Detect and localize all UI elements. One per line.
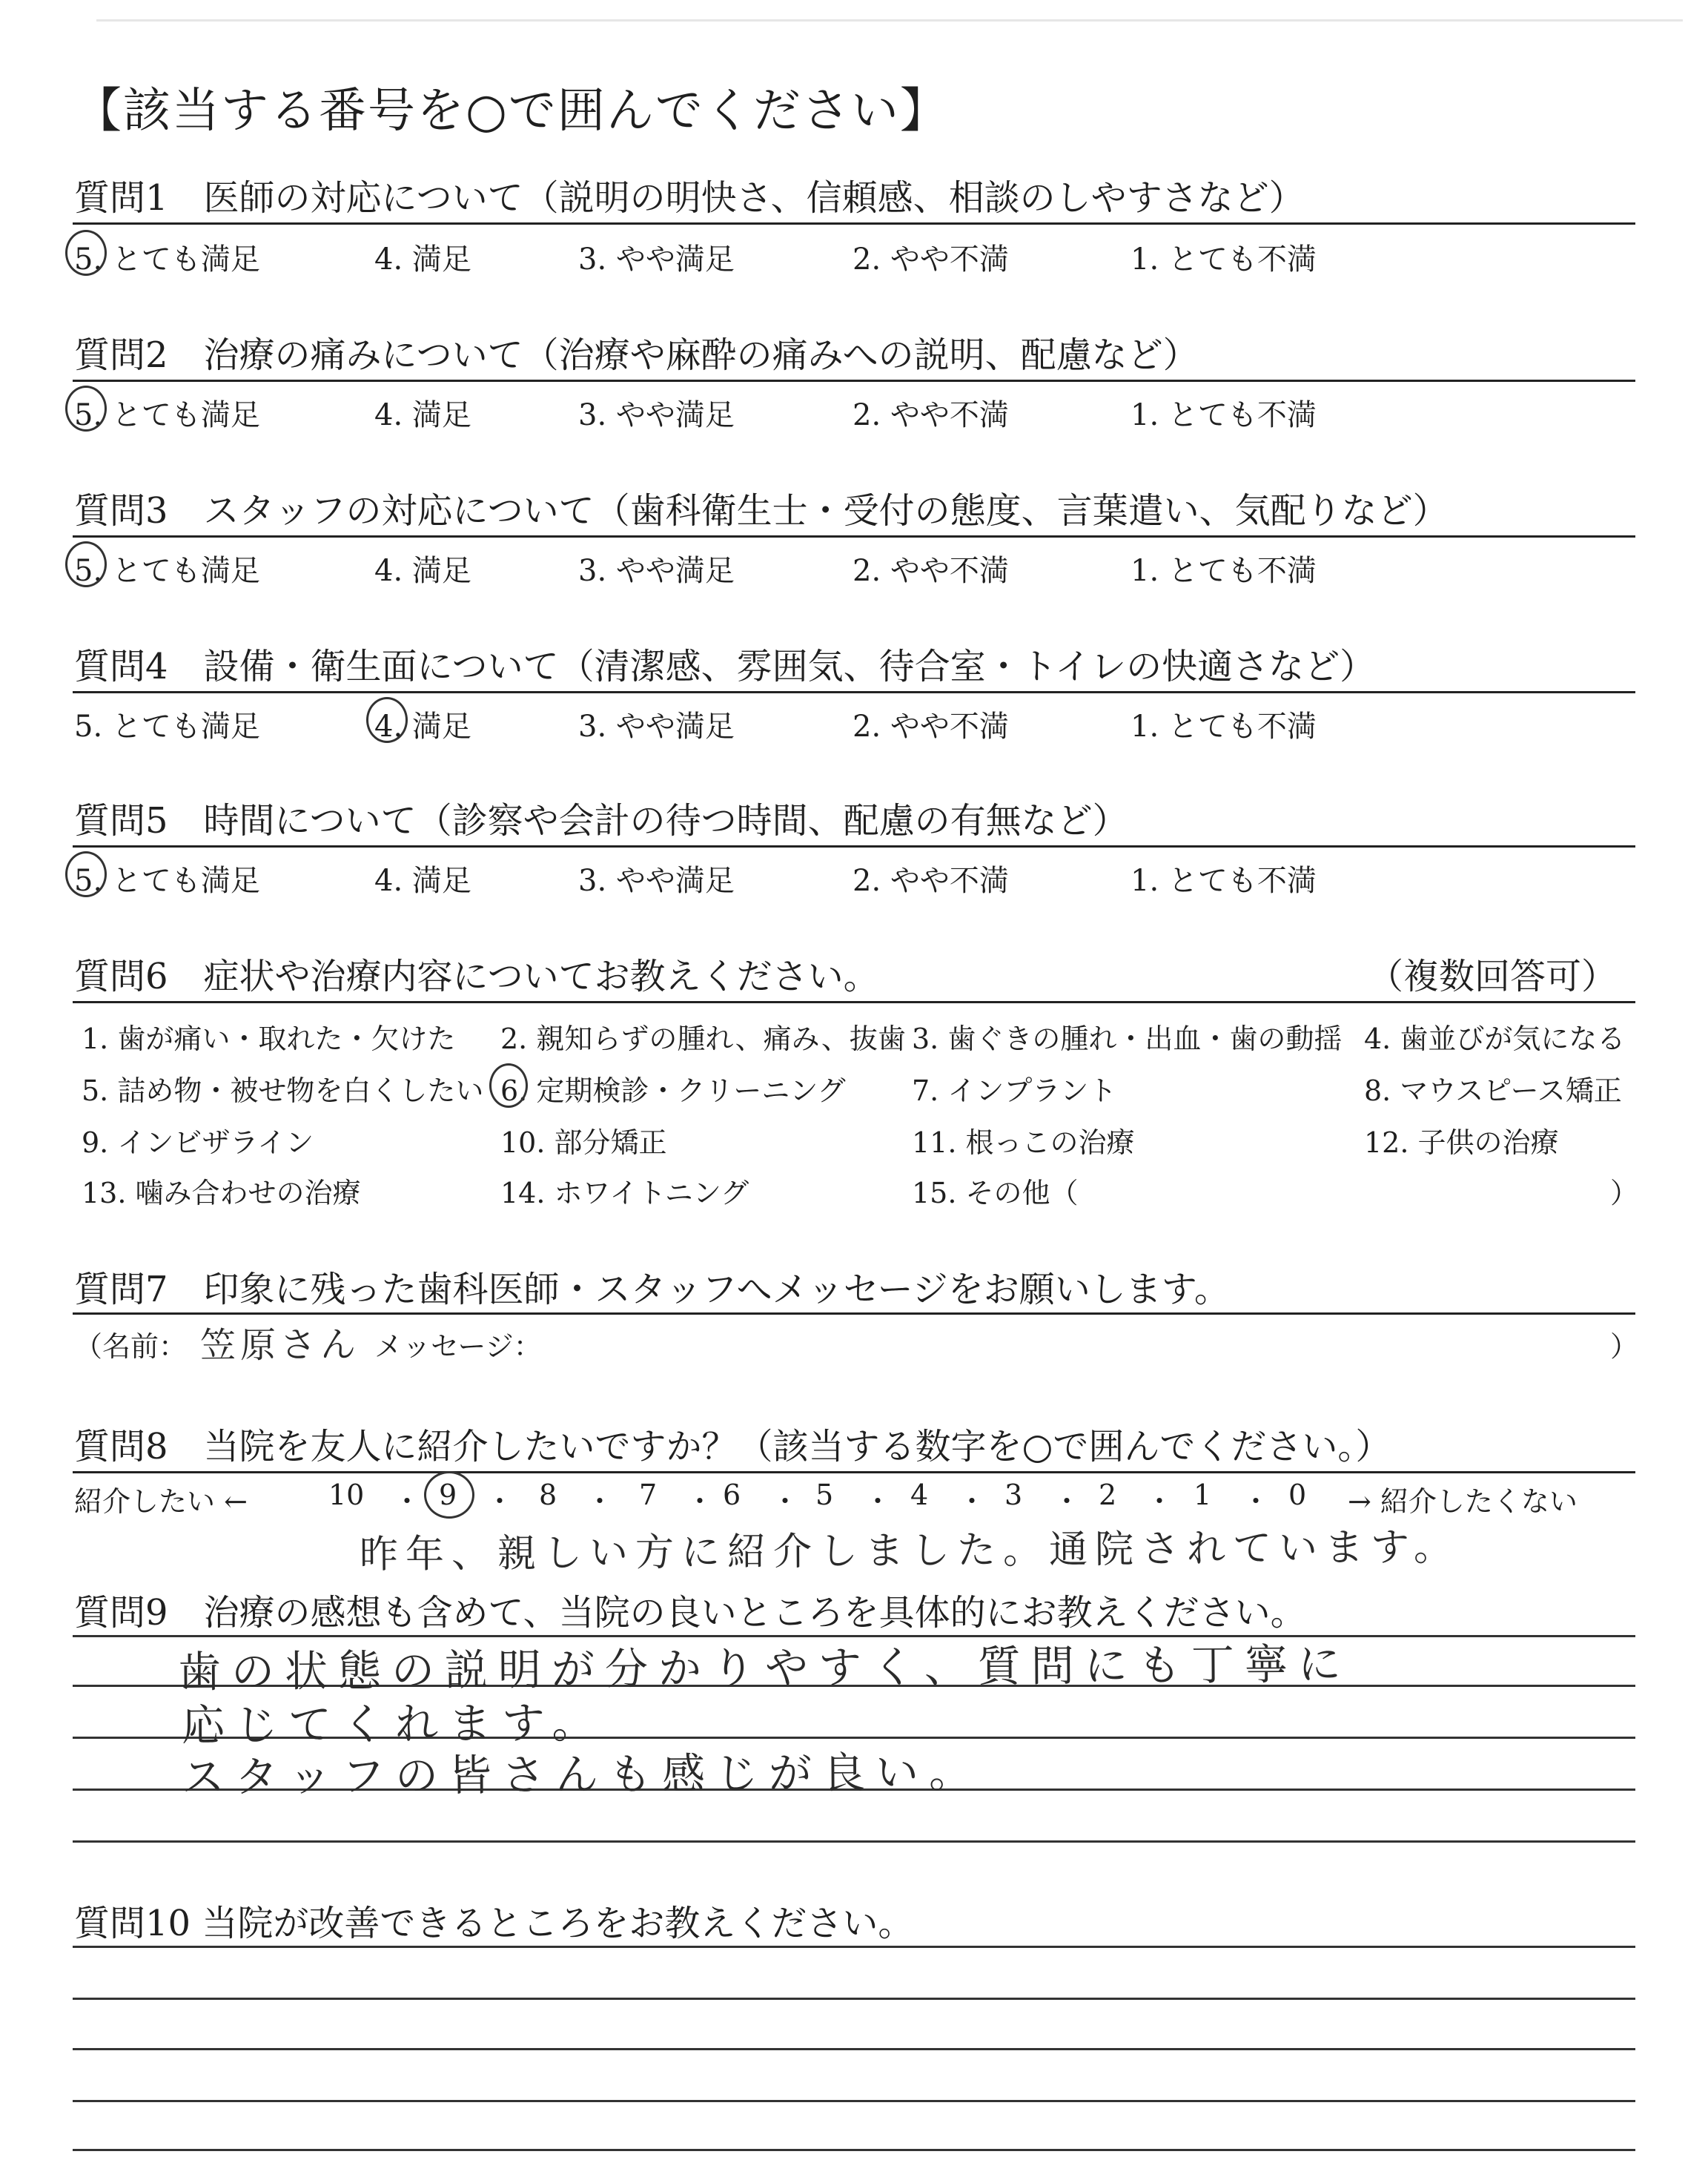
q5-title: 質問5 時間について（診察や会計の待つ時間、配慮の有無など）: [74, 800, 1128, 842]
q10-answer-line-1[interactable]: [73, 1946, 1635, 1948]
q4-option-3[interactable]: 3. やや満足: [578, 710, 735, 744]
q5-option-2[interactable]: 2. やや不満: [853, 864, 1009, 898]
q8-scale-dot: ・: [393, 1485, 422, 1518]
q3-rule: [73, 535, 1635, 538]
q8-scale-dot: ・: [586, 1485, 615, 1518]
q8-scale-2[interactable]: 2: [1099, 1479, 1117, 1511]
q3-selection-circle: [65, 541, 107, 587]
q4-option-1[interactable]: 1. とても不満: [1131, 710, 1317, 744]
q3-title: 質問3 スタッフの対応について（歯科衛生士・受付の態度、言葉遣い、気配りなど）: [74, 490, 1449, 532]
q4-option-2[interactable]: 2. やや不満: [853, 710, 1009, 744]
q2-option-1[interactable]: 1. とても不満: [1131, 398, 1317, 432]
q8-scale-4[interactable]: 4: [910, 1479, 929, 1511]
q8-scale-5[interactable]: 5: [815, 1479, 834, 1511]
q8-scale-1[interactable]: 1: [1194, 1479, 1212, 1511]
q7-close-paren: ）: [1610, 1330, 1639, 1363]
q8-right-label: → 紹介したくない: [1348, 1485, 1578, 1518]
q3-option-2[interactable]: 2. やや不満: [853, 554, 1009, 588]
q8-scale-dot: ・: [1145, 1485, 1174, 1518]
q2-option-5[interactable]: 5. とても満足: [74, 398, 260, 432]
q8-scale-dot: ・: [771, 1485, 800, 1518]
q6-multiple-note: （複数回答可）: [1368, 956, 1618, 997]
q6-option-9[interactable]: 9. インビザライン: [82, 1126, 314, 1159]
q8-scale-dot: ・: [864, 1485, 893, 1518]
q5-rule: [73, 845, 1635, 848]
q7-rule: [73, 1312, 1635, 1315]
q9-handwritten-answer-2[interactable]: 応じてくれます。: [181, 1697, 606, 1751]
q4-option-4[interactable]: 4. 満足: [374, 710, 471, 744]
q8-scale-7[interactable]: 7: [639, 1479, 658, 1511]
q8-scale-6[interactable]: 6: [723, 1479, 741, 1511]
q8-scale-9[interactable]: 9: [439, 1479, 457, 1511]
q6-selection-circle: [489, 1063, 528, 1108]
q10-answer-line-5[interactable]: [73, 2149, 1635, 2151]
q3-option-4[interactable]: 4. 満足: [374, 554, 471, 588]
q8-handwritten-comment[interactable]: 昨年、親しい方に紹介しました。通院されています。: [359, 1525, 1460, 1577]
q6-option-12[interactable]: 12. 子供の治療: [1364, 1126, 1559, 1159]
q5-option-4[interactable]: 4. 満足: [374, 864, 471, 898]
q6-option-7[interactable]: 7. インプラント: [912, 1074, 1117, 1107]
q6-rule: [73, 1001, 1635, 1003]
q6-title: 質問6 症状や治療内容についてお教えください。: [74, 956, 879, 997]
q8-scale-0[interactable]: 0: [1288, 1479, 1307, 1511]
q8-scale-dot: ・: [1242, 1485, 1271, 1518]
q10-answer-line-3[interactable]: [73, 2048, 1635, 2050]
q1-option-2[interactable]: 2. やや不満: [853, 242, 1009, 277]
q1-title: 質問1 医師の対応について（説明の明快さ、信頼感、相談のしやすさなど）: [74, 177, 1305, 219]
q8-selection-circle: [424, 1471, 474, 1519]
q3-option-1[interactable]: 1. とても不満: [1131, 554, 1317, 588]
q10-title: 質問10 当院が改善できるところをお教えください。: [74, 1903, 914, 1944]
q2-title: 質問2 治療の痛みについて（治療や麻酔の痛みへの説明、配慮など）: [74, 334, 1199, 376]
q2-rule: [73, 380, 1635, 382]
q3-option-3[interactable]: 3. やや満足: [578, 554, 735, 588]
page-title: 【該当する番号を○で囲んでください】: [74, 84, 949, 139]
q9-handwritten-answer-3[interactable]: スタッフの皆さんも感じが良い。: [181, 1746, 983, 1803]
q8-scale-dot: ・: [1053, 1485, 1082, 1518]
q1-option-4[interactable]: 4. 満足: [374, 242, 471, 277]
q9-title: 質問9 治療の感想も含めて、当院の良いところを具体的にお教えください。: [74, 1592, 1306, 1634]
q1-option-1[interactable]: 1. とても不満: [1131, 242, 1317, 277]
q6-option-5[interactable]: 5. 詰め物・被せ物を白くしたい: [82, 1074, 484, 1107]
q2-option-2[interactable]: 2. やや不満: [853, 398, 1009, 432]
q8-scale-3[interactable]: 3: [1004, 1479, 1023, 1511]
q7-title: 質問7 印象に残った歯科医師・スタッフへメッセージをお願いします。: [74, 1269, 1230, 1310]
q4-option-5[interactable]: 5. とても満足: [74, 710, 260, 744]
q2-option-4[interactable]: 4. 満足: [374, 398, 471, 432]
q8-title: 質問8 当院を友人に紹介したいですか？（該当する数字を○で囲んでください。）: [74, 1426, 1391, 1467]
q5-option-3[interactable]: 3. やや満足: [578, 864, 735, 898]
q4-selection-circle: [366, 697, 408, 743]
q2-selection-circle: [65, 386, 107, 432]
q3-option-5[interactable]: 5. とても満足: [74, 554, 260, 588]
q8-scale-10[interactable]: 10: [328, 1479, 365, 1511]
q2-option-3[interactable]: 3. やや満足: [578, 398, 735, 432]
page-edge: [96, 19, 1683, 22]
q9-handwritten-answer-1[interactable]: 歯の状態の説明が分かりやすく、質問にも丁寧に: [177, 1638, 1352, 1697]
q8-scale-8[interactable]: 8: [539, 1479, 557, 1511]
q8-rule: [73, 1471, 1635, 1473]
q4-rule: [73, 691, 1635, 693]
q6-option-3[interactable]: 3. 歯ぐきの腫れ・出血・歯の動揺: [912, 1023, 1343, 1055]
q1-rule: [73, 222, 1635, 225]
q7-handwritten-name[interactable]: 笠原さん: [199, 1324, 361, 1367]
q6-option-4[interactable]: 4. 歯並びが気になる: [1364, 1023, 1626, 1055]
q6-option-6[interactable]: 6. 定期検診・クリーニング: [500, 1074, 846, 1107]
q8-scale-dot: ・: [686, 1485, 715, 1518]
q8-scale-dot: ・: [958, 1485, 987, 1518]
q5-option-5[interactable]: 5. とても満足: [74, 864, 260, 898]
q5-selection-circle: [65, 851, 107, 897]
q6-option-13[interactable]: 13. 噛み合わせの治療: [82, 1177, 361, 1209]
q7-name-label: （名前：: [74, 1330, 188, 1363]
q5-option-1[interactable]: 1. とても不満: [1131, 864, 1317, 898]
q1-selection-circle: [65, 230, 107, 276]
q6-option-1[interactable]: 1. 歯が痛い・取れた・欠けた: [82, 1023, 456, 1055]
q10-answer-line-4[interactable]: [73, 2100, 1635, 2102]
q6-option-14[interactable]: 14. ホワイトニング: [500, 1177, 749, 1209]
q7-message-label: メッセージ：: [374, 1330, 542, 1363]
q6-option-15[interactable]: 15. その他（: [912, 1177, 1079, 1209]
q6-option-11[interactable]: 11. 根っこの治療: [912, 1126, 1135, 1159]
q10-answer-line-2[interactable]: [73, 1998, 1635, 2000]
q8-left-label: 紹介したい ←: [74, 1485, 248, 1518]
q6-option-8[interactable]: 8. マウスピース矯正: [1364, 1074, 1622, 1107]
q6-option-2[interactable]: 2. 親知らずの腫れ、痛み、抜歯: [500, 1023, 906, 1055]
q1-option-3[interactable]: 3. やや満足: [578, 242, 735, 277]
q9-answer-line-4: [73, 1840, 1635, 1843]
q6-option-10[interactable]: 10. 部分矯正: [500, 1126, 667, 1159]
q1-option-5[interactable]: 5. とても満足: [74, 242, 260, 277]
q4-title: 質問4 設備・衛生面について（清潔感、雰囲気、待合室・トイレの快適さなど）: [74, 646, 1376, 687]
q6-other-close-paren: ）: [1610, 1177, 1639, 1209]
q8-scale-dot: ・: [486, 1485, 514, 1518]
